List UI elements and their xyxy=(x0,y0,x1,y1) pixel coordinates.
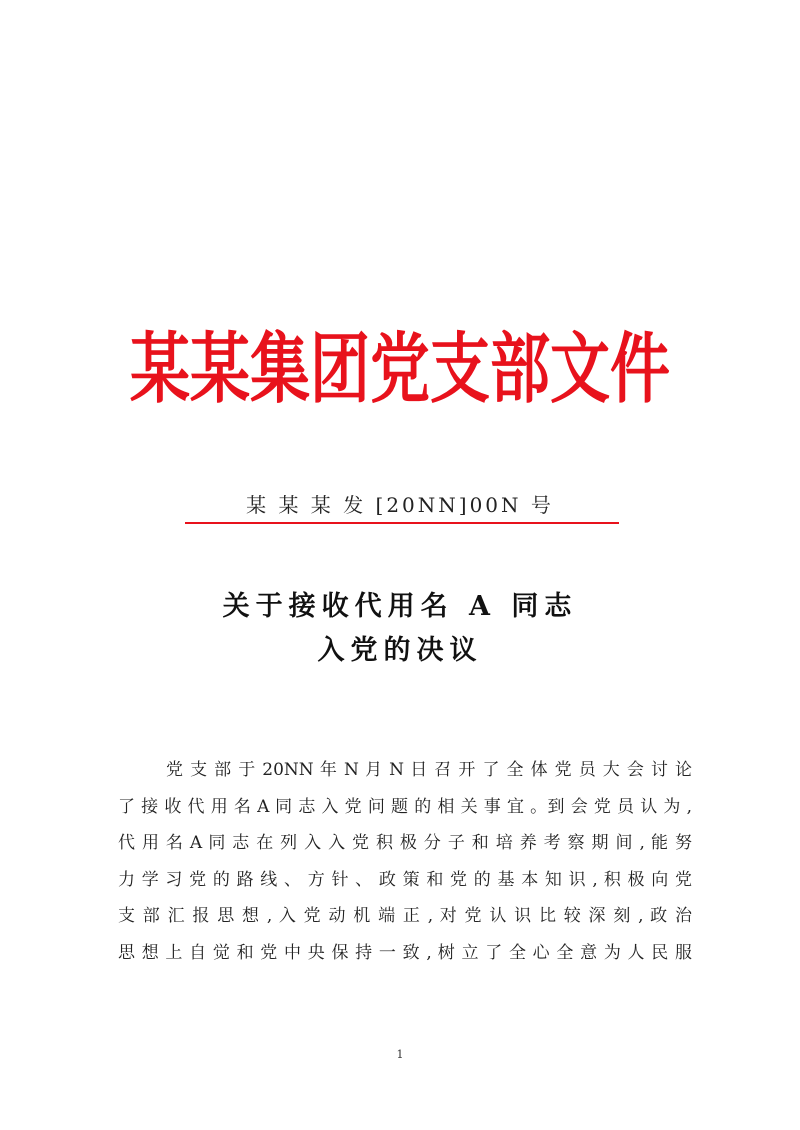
document-title xyxy=(0,585,800,673)
body-line: 党 支 部 于 20NN 年 N 月 N 日 召 开 了 全 体 党 员 大 会 讨 论 xyxy=(166,760,692,780)
body-paragraph xyxy=(118,752,692,971)
document-number: 某 某 某 发 [20NN]00N 号 xyxy=(246,493,554,517)
body-line: 思 想 上 自 觉 和 党 中 央 保 持 一 致 , 树 立 了 全 心 全 意 为 人 民 服 xyxy=(118,942,692,963)
red-separator-line xyxy=(185,522,619,524)
body-line: 力 学 习 党 的 路 线 、 方 针 、 政 策 和 党 的 基 本 知 识 , 积 极 向 党 xyxy=(118,869,692,890)
page-number: 1 xyxy=(396,1048,404,1061)
document-title-line-2: 入党的决议 xyxy=(317,635,483,666)
body-line: 了 接 收 代 用 名 A 同 志 入 党 问 题 的 相 关 事 宜 。到 会 党 员 认 为 , xyxy=(118,796,692,817)
body-line: 代 用 名 A 同 志 在 列 入 入 党 积 极 分 子 和 培 养 考 察 期 间 , 能 努 xyxy=(118,833,692,853)
org-header-title: 某某集团党支部文件 xyxy=(130,325,670,415)
body-line: 支 部 汇 报 思 想 , 入 党 动 机 端 正 , 对 党 认 识 比 较 深 刻 , 政 治 xyxy=(118,906,692,926)
document-title-line-1: 关于接收代用名 A 同志 xyxy=(222,591,578,622)
